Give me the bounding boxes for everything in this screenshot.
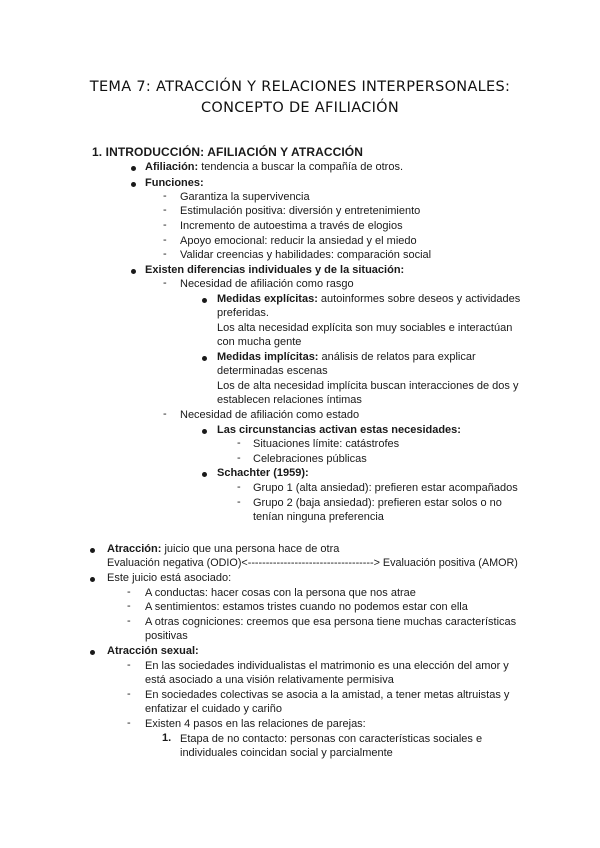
- bullet-icon: [202, 472, 207, 477]
- step-1: Etapa de no contacto: personas con características sociales e: [180, 733, 483, 745]
- estado-item: Necesidad de afiliación como estado: [180, 409, 360, 421]
- asociado-item: A conductas: hacer cosas con la persona que nos atrae: [145, 587, 416, 599]
- implicitas-text: análisis de relatos para explicar: [318, 351, 476, 363]
- dash-icon: -: [127, 615, 131, 627]
- dash-icon: -: [127, 688, 131, 700]
- atraccion-definition: juicio que una persona hace de otra: [161, 543, 340, 555]
- bullet-icon: [90, 650, 95, 655]
- afiliacion-item: [145, 160, 403, 174]
- bullet-icon: [131, 182, 136, 187]
- dash-icon: -: [163, 248, 167, 260]
- afiliacion-definition: tendencia a buscar la compañía de otros.: [198, 161, 404, 173]
- implicitas-line-2: determinadas escenas: [217, 365, 328, 377]
- dash-icon: -: [163, 277, 167, 289]
- funcion-item: Apoyo emocional: reducir la ansiedad y el miedo: [180, 235, 417, 247]
- sexual-title: Atracción sexual:: [107, 645, 199, 657]
- document-title-line-2: CONCEPTO DE AFILIACIÓN: [200, 100, 400, 116]
- grupo-2-item: Grupo 2 (baja ansiedad): prefieren estar solos o no: [253, 497, 502, 509]
- implicitas-item: [217, 350, 476, 364]
- grupo-1-item: Grupo 1 (alta ansiedad): prefieren estar acompañados: [253, 482, 518, 494]
- explicitas-line-3: Los alta necesidad explícita son muy sociables e interactúan: [217, 322, 513, 334]
- asociado-item: A sentimientos: estamos tristes cuando no podemos estar con ella: [145, 601, 468, 613]
- explicitas-item: [217, 292, 520, 306]
- implicitas-term: Medidas implícitas:: [217, 351, 319, 363]
- rasgo-item: Necesidad de afiliación como rasgo: [180, 278, 354, 290]
- schachter-title: Schachter (1959):: [217, 467, 309, 479]
- funciones-title: Funciones:: [145, 177, 204, 189]
- afiliacion-term: Afiliación:: [145, 161, 199, 173]
- dash-icon: -: [237, 437, 241, 449]
- bullet-icon: [90, 548, 95, 553]
- dash-icon: -: [163, 204, 167, 216]
- explicitas-text: autoinformes sobre deseos y actividades: [317, 293, 521, 305]
- evaluation-scale: Evaluación negativa (ODIO)<-----------------------------------> Evaluación positiva (AMOR): [107, 557, 518, 569]
- sexual-point-2-cont: enfatizar el cuidado y cariño: [145, 703, 282, 715]
- circunstancias-title: Las circunstancias activan estas necesidades:: [217, 424, 461, 436]
- atraccion-item: [107, 542, 339, 556]
- step-1-cont: individuales coincidan social y parcialmente: [180, 747, 393, 759]
- dash-icon: -: [237, 481, 241, 493]
- explicitas-line-4: con mucha gente: [217, 336, 302, 348]
- sexual-point-2: En sociedades colectivas se asocia a la amistad, a tener metas altruistas y: [145, 689, 510, 701]
- bullet-icon: [131, 269, 136, 274]
- implicitas-line-3: Los de alta necesidad implícita buscan interacciones de dos y: [217, 380, 519, 392]
- bullet-icon: [90, 577, 95, 582]
- asociado-item-cont: positivas: [145, 630, 188, 642]
- dash-icon: -: [163, 219, 167, 231]
- dash-icon: -: [163, 190, 167, 202]
- asociado-title: Este juicio está asociado:: [107, 572, 232, 584]
- circunstancia-item: Celebraciones públicas: [253, 453, 367, 465]
- sexual-point-1: En las sociedades individualistas el matrimonio es una elección del amor y: [145, 660, 509, 672]
- step-number: 1.: [162, 732, 172, 744]
- diferencias-title: Existen diferencias individuales y de la situación:: [145, 264, 405, 276]
- sexual-point-3: Existen 4 pasos en las relaciones de parejas:: [145, 718, 366, 730]
- dash-icon: -: [163, 408, 167, 420]
- bullet-icon: [131, 166, 136, 171]
- bullet-icon: [202, 298, 207, 303]
- atraccion-term: Atracción:: [107, 543, 162, 555]
- dash-icon: -: [163, 234, 167, 246]
- dash-icon: -: [127, 659, 131, 671]
- dash-icon: -: [127, 586, 131, 598]
- asociado-item: A otras cogniciones: creemos que esa persona tiene muchas características: [145, 616, 517, 628]
- funcion-item: Incremento de autoestima a través de elogios: [180, 220, 403, 232]
- circunstancia-item: Situaciones límite: catástrofes: [253, 438, 400, 450]
- sexual-point-1-cont: está asociado a una visión relativamente permisiva: [145, 674, 394, 686]
- dash-icon: -: [237, 452, 241, 464]
- funcion-item: Validar creencias y habilidades: comparación social: [180, 249, 432, 261]
- dash-icon: -: [127, 717, 131, 729]
- funcion-item: Estimulación positiva: diversión y entretenimiento: [180, 205, 421, 217]
- explicitas-line-2: preferidas.: [217, 307, 269, 319]
- dash-icon: -: [127, 600, 131, 612]
- grupo-2-line-2: tenían ninguna preferencia: [253, 511, 384, 523]
- section-heading: 1. INTRODUCCIÓN: AFILIACIÓN Y ATRACCIÓN: [92, 145, 364, 159]
- dash-icon: -: [237, 496, 241, 508]
- bullet-icon: [202, 356, 207, 361]
- funcion-item: Garantiza la supervivencia: [180, 191, 310, 203]
- bullet-icon: [202, 429, 207, 434]
- document-title-line-1: TEMA 7: ATRACCIÓN Y RELACIONES INTERPERSONALES:: [89, 79, 511, 95]
- explicitas-term: Medidas explícitas:: [217, 293, 318, 305]
- implicitas-line-4: establecen relaciones íntimas: [217, 394, 362, 406]
